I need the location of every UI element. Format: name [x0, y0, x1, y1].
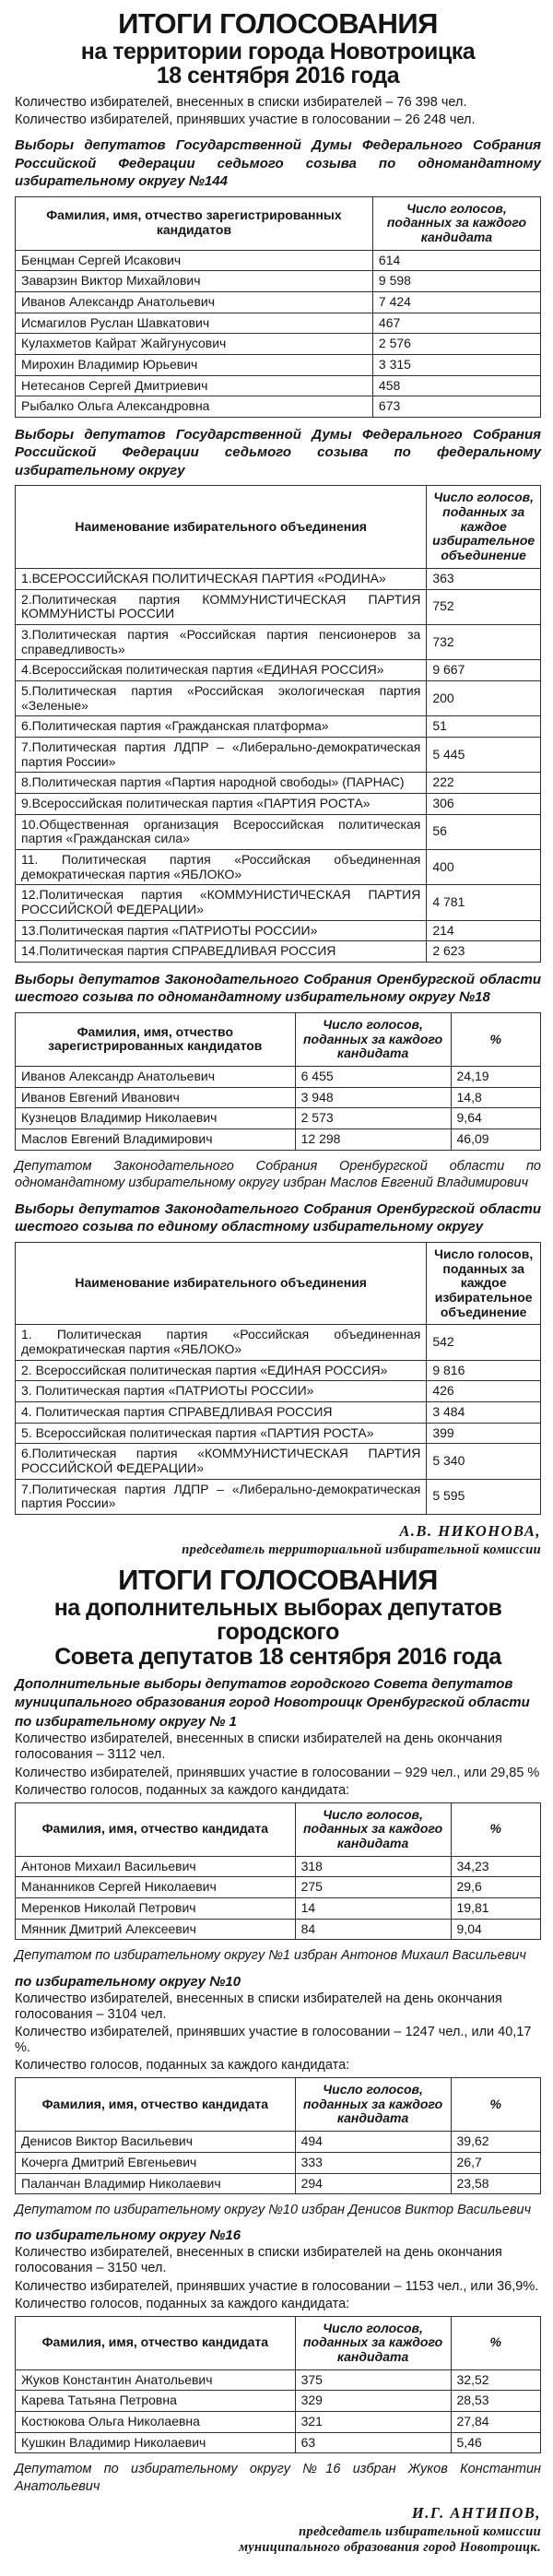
votes-value: 275 [295, 1877, 451, 1898]
table-row [16, 2412, 541, 2433]
candidate-name: Мананников Сергей Николаевич [16, 1877, 296, 1898]
votes-value: 5 340 [427, 1444, 541, 1479]
candidate-name: Маслов Евгений Владимирович [16, 1128, 296, 1150]
signature-role-line2: муниципального образования город Новотроицк. [239, 2539, 541, 2555]
party-name: 6.Политическая партия «Гражданская платформа» [16, 716, 427, 738]
header-row [16, 1242, 541, 1324]
column-header-percent: % [451, 1012, 540, 1066]
header-row [16, 1012, 541, 1066]
votes-value: 542 [427, 1325, 541, 1360]
votes-value: 9 598 [372, 271, 540, 292]
column-header-candidate: Фамилия, имя, отчество кандидата [16, 2316, 296, 2369]
percent-value: 23,58 [451, 2173, 540, 2194]
column-header-association: Наименование избирательного объединения [16, 486, 427, 568]
votes-value: 222 [427, 773, 541, 794]
votes-value: 214 [427, 920, 541, 941]
votes-value: 363 [427, 568, 541, 589]
candidate-name: Иванов Александр Анатольевич [16, 291, 373, 313]
table-row [16, 2391, 541, 2412]
votes-value: 3 315 [372, 354, 540, 375]
column-header-candidate: Фамилия, имя, отчество кандидата [16, 2078, 296, 2132]
candidate-name: Жуков Константин Анатольевич [16, 2369, 296, 2391]
votes-value: 329 [295, 2391, 451, 2412]
table-header [16, 2078, 541, 2132]
report2-title-line1: ИТОГИ ГОЛОСОВАНИЯ [118, 1563, 438, 1596]
header-row [16, 2316, 541, 2369]
party-name: 14.Политическая партия СПРАВЕДЛИВАЯ РОССИЯ [16, 941, 427, 963]
percent-value: 39,62 [451, 2132, 540, 2153]
district10-label: по избирательному округу №10 [15, 1973, 241, 1990]
table-header [16, 1242, 541, 1324]
table-header [16, 1012, 541, 1066]
table-row [16, 680, 541, 715]
votes-value: 9 667 [427, 660, 541, 681]
header-row [16, 486, 541, 568]
votes-value: 673 [372, 396, 540, 418]
table-district1 [15, 1802, 541, 1941]
column-header-votes: Число голосов, поданных за каждого кандидата [295, 1802, 451, 1856]
candidate-name: Мянник Дмитрий Алексеевич [16, 1919, 296, 1940]
votes-value: 752 [427, 589, 541, 624]
votes-value: 426 [427, 1381, 541, 1402]
district16-voters-participated: Количество избирателей, принявших участие в голосовании – 1153 чел., или 36,9%. [15, 2278, 539, 2294]
header-row [16, 1802, 541, 1856]
elected-note-district1: Депутатом по избирательному округу №1 избран Антонов Михаил Васильевич [15, 1948, 526, 1964]
votes-value: 9 816 [427, 1360, 541, 1381]
column-header-votes: Число голосов, поданных за каждое избирательное объединение [427, 486, 541, 568]
votes-value: 467 [372, 313, 540, 334]
district1-voters-registered: Количество избирателей, внесенных в списки избирателей на день окончания голосования – 3112 чел. [15, 1731, 502, 1763]
candidate-name: Антонов Михаил Васильевич [16, 1856, 296, 1877]
table-district10 [15, 2077, 541, 2194]
district16-voters-registered: Количество избирателей, внесенных в списки избирателей на день окончания голосования – 3150 чел. [15, 2245, 502, 2276]
percent-value: 24,19 [451, 1066, 540, 1087]
elected-note-zaksobranie: Депутатом Законодательного Собрания Оренбургской области по одномандатному избирательному округу избран Маслов Евгений Владимирович [15, 1158, 541, 1190]
district10-voters-participated: Количество избирателей, принявших участие в голосовании – 1247 чел., или 40,17 %. [15, 2024, 532, 2055]
column-header-candidate: Фамилия, имя, отчество кандидата [16, 1802, 296, 1856]
percent-value: 9,64 [451, 1108, 540, 1129]
percent-value: 46,09 [451, 1128, 540, 1150]
percent-value: 14,8 [451, 1087, 540, 1108]
column-header-votes: Число голосов, поданных за каждого кандидата [295, 2078, 451, 2132]
party-name: 3.Политическая партия «Российская партия пенсионеров за справедливость» [16, 624, 427, 659]
votes-value: 375 [295, 2369, 451, 2391]
table-row [16, 291, 541, 313]
votes-value: 2 573 [295, 1108, 451, 1129]
votes-value: 6 455 [295, 1066, 451, 1087]
report2-title [15, 1563, 541, 1670]
column-header-percent: % [451, 2078, 540, 2132]
percent-value: 9,04 [451, 1919, 540, 1940]
signature-name: А.В. НИКОНОВА, [399, 1521, 541, 1540]
percent-value: 34,23 [451, 1856, 540, 1877]
signature-role-line1: председатель избирательной комиссии [299, 2523, 541, 2539]
candidate-name: Денисов Виктор Васильевич [16, 2132, 296, 2153]
table-district16 [15, 2316, 541, 2454]
column-header-votes: Число голосов, поданных за каждое избирательное объединение [427, 1242, 541, 1324]
table-row [16, 793, 541, 814]
candidate-name: Нетесанов Сергей Дмитриевич [16, 375, 373, 396]
votes-value: 5 445 [427, 737, 541, 772]
table-header [16, 486, 541, 568]
table-row [16, 334, 541, 355]
candidate-name: Костюкова Ольга Николаевна [16, 2412, 296, 2433]
party-name: 6.Политическая партия «КОММУНИСТИЧЕСКАЯ ПАРТИЯ РОССИЙСКОЙ ФЕДЕРАЦИИ» [16, 1444, 427, 1479]
table-row [16, 1360, 541, 1381]
table-header [16, 1802, 541, 1856]
table-row [16, 1087, 541, 1108]
report1-title-line2: на территории города Новотроицка [80, 38, 476, 65]
signature-role: председатель территориальной избирательной комиссии [182, 1542, 541, 1557]
table-row [16, 2369, 541, 2391]
candidate-name: Заварзин Виктор Михайлович [16, 271, 373, 292]
party-name: 11. Политическая партия «Российская объединенная демократическая партия «ЯБЛОКО» [16, 849, 427, 884]
votes-value: 4 781 [427, 885, 541, 920]
column-header-percent: % [451, 2316, 540, 2369]
percent-value: 29,6 [451, 1877, 540, 1898]
party-name: 4.Всероссийская политическая партия «ЕДИНАЯ РОССИЯ» [16, 660, 427, 681]
table-row [16, 2173, 541, 2194]
percent-value: 27,84 [451, 2412, 540, 2433]
table-row [16, 250, 541, 271]
column-header-votes: Число голосов, поданных за каждого кандидата [372, 196, 540, 250]
column-header-candidate: Фамилия, имя, отчество зарегистрированных кандидатов [16, 196, 373, 250]
table-header [16, 196, 541, 250]
votes-value: 494 [295, 2132, 451, 2153]
candidate-name: Карева Татьяна Петровна [16, 2391, 296, 2412]
section-heading-duma-federal: Выборы депутатов Государственной Думы Федерального Собрания Российской Федерации седьмого созыва по федеральному избирательному округу [15, 426, 541, 479]
votes-value: 732 [427, 624, 541, 659]
party-name: 3. Политическая партия «ПАТРИОТЫ РОССИИ» [16, 1381, 427, 1402]
district10-votes-caption: Количество голосов, поданных за каждого кандидата: [15, 2058, 350, 2074]
percent-value: 26,7 [451, 2152, 540, 2173]
candidate-name: Кулахметов Кайрат Жайгунусович [16, 334, 373, 355]
table-row [16, 1423, 541, 1444]
percent-value: 32,52 [451, 2369, 540, 2391]
table-duma-district144 [15, 196, 541, 418]
table-row [16, 941, 541, 963]
votes-value: 399 [427, 1423, 541, 1444]
party-name: 1.ВСЕРОССИЙСКАЯ ПОЛИТИЧЕСКАЯ ПАРТИЯ «РОДИНА» [16, 568, 427, 589]
table-row [16, 589, 541, 624]
table-row [16, 1108, 541, 1129]
table-row [16, 1877, 541, 1898]
votes-value: 333 [295, 2152, 451, 2173]
column-header-votes: Число голосов, поданных за каждого кандидата [295, 2316, 451, 2369]
report2-title-line2: на дополнительных выборах депутатов городского [53, 1594, 502, 1646]
table-row [16, 1479, 541, 1514]
party-name: 5. Всероссийская политическая партия «ПАРТИЯ РОСТА» [16, 1423, 427, 1444]
section-heading-duma-district144: Выборы депутатов Государственной Думы Федерального Собрания Российской Федерации седьмого созыва по одномандатному избирательному округу №144 [15, 137, 541, 190]
table-row [16, 716, 541, 738]
votes-value: 306 [427, 793, 541, 814]
elected-note-district16: Депутатом по избирательному округу №16 избран Жуков Константин Анатольевич [15, 2462, 541, 2494]
candidate-name: Кочерга Дмитрий Евгеньевич [16, 2152, 296, 2173]
table-row [16, 1856, 541, 1877]
votes-value: 318 [295, 1856, 451, 1877]
percent-value: 19,81 [451, 1898, 540, 1920]
table-zaksobranie-oblast [15, 1242, 541, 1515]
district16-label: по избирательному округу №16 [15, 2227, 241, 2244]
district1-voters-participated: Количество избирателей, принявших участие в голосовании – 929 чел., или 29,85 % [15, 1765, 540, 1780]
signature-territorial-commission [15, 1522, 541, 1558]
column-header-percent: % [451, 1802, 540, 1856]
party-name: 7.Политическая партия ЛДПР – «Либерально-демократическая партия России» [16, 737, 427, 772]
votes-value: 5 595 [427, 1479, 541, 1514]
table-row [16, 885, 541, 920]
percent-value: 5,46 [451, 2432, 540, 2453]
candidate-name: Иванов Евгений Иванович [16, 1087, 296, 1108]
table-row [16, 1325, 541, 1360]
candidate-name: Исмагилов Руслан Шавкатович [16, 313, 373, 334]
votes-value: 63 [295, 2432, 451, 2453]
district1-votes-caption: Количество голосов, поданных за каждого кандидата: [15, 1782, 350, 1798]
table-row [16, 660, 541, 681]
votes-value: 12 298 [295, 1128, 451, 1150]
table-row [16, 1919, 541, 1940]
table-header [16, 2316, 541, 2369]
header-row [16, 2078, 541, 2132]
party-name: 10.Общественная организация Всероссийская политическая партия «Гражданская сила» [16, 814, 427, 849]
column-header-votes: Число голосов, поданных за каждого кандидата [295, 1012, 451, 1066]
votes-value: 458 [372, 375, 540, 396]
votes-value: 321 [295, 2412, 451, 2433]
table-row [16, 2132, 541, 2153]
votes-value: 2 623 [427, 941, 541, 963]
table-zaksobranie-district18 [15, 1012, 541, 1151]
table-row [16, 271, 541, 292]
party-name: 8.Политическая партия «Партия народной свободы» (ПАРНАС) [16, 773, 427, 794]
table-row [16, 396, 541, 418]
header-row [16, 196, 541, 250]
table-row [16, 354, 541, 375]
votes-value: 294 [295, 2173, 451, 2194]
candidate-name: Меренков Николай Петрович [16, 1898, 296, 1920]
votes-value: 84 [295, 1919, 451, 1940]
votes-value: 56 [427, 814, 541, 849]
section-heading-zaksobranie-district18: Выборы депутатов Законодательного Собрания Оренбургской области шестого созыва по одномандатному избирательному округу №18 [15, 971, 541, 1006]
table-row [16, 375, 541, 396]
table-row [16, 1898, 541, 1920]
table-row [16, 1066, 541, 1087]
table-row [16, 2432, 541, 2453]
votes-value: 3 948 [295, 1087, 451, 1108]
candidate-name: Мирохин Владимир Юрьевич [16, 354, 373, 375]
elected-note-district10: Депутатом по избирательному округу №10 избран Денисов Виктор Васильевич [15, 2203, 532, 2218]
report1-title [15, 9, 541, 89]
candidate-name: Иванов Александр Анатольевич [16, 1066, 296, 1087]
candidate-name: Кушкин Владимир Николаевич [16, 2432, 296, 2453]
table-row [16, 737, 541, 772]
candidate-name: Бенцман Сергей Исакович [16, 250, 373, 271]
table-row [16, 849, 541, 884]
party-name: 13.Политическая партия «ПАТРИОТЫ РОССИИ» [16, 920, 427, 941]
votes-value: 7 424 [372, 291, 540, 313]
signature-municipal-commission [15, 2504, 541, 2556]
column-header-candidate: Фамилия, имя, отчество зарегистрированных кандидатов [16, 1012, 296, 1066]
candidate-name: Паланчан Владимир Николаевич [16, 2173, 296, 2194]
party-name: 7.Политическая партия ЛДПР – «Либерально-демократическая партия России» [16, 1479, 427, 1514]
section-heading-zaksobranie-oblast: Выборы депутатов Законодательного Собрания Оренбургской области шестого созыва по единому областному избирательному округу [15, 1200, 541, 1235]
table-row [16, 1444, 541, 1479]
report2-title-line3: Совета депутатов 18 сентября 2016 года [54, 1643, 501, 1670]
votes-value: 400 [427, 849, 541, 884]
votes-value: 51 [427, 716, 541, 738]
voters-registered-total: Количество избирателей, внесенных в списки избирателей – 76 398 чел. [15, 94, 467, 110]
party-name: 2. Всероссийская политическая партия «ЕДИНАЯ РОССИЯ» [16, 1360, 427, 1381]
table-row [16, 773, 541, 794]
report1-title-line1: ИТОГИ ГОЛОСОВАНИЯ [118, 7, 438, 40]
report1-title-line3: 18 сентября 2016 года [156, 63, 400, 89]
table-duma-federal [15, 485, 541, 962]
votes-value: 614 [372, 250, 540, 271]
party-name: 12.Политическая партия «КОММУНИСТИЧЕСКАЯ ПАРТИЯ РОССИЙСКОЙ ФЕДЕРАЦИИ» [16, 885, 427, 920]
party-name: 2.Политическая партия КОММУНИСТИЧЕСКАЯ ПАРТИЯ КОММУНИСТЫ РОССИИ [16, 589, 427, 624]
party-name: 4. Политическая партия СПРАВЕДЛИВАЯ РОССИЯ [16, 1401, 427, 1423]
table-row [16, 1128, 541, 1150]
votes-value: 200 [427, 680, 541, 715]
column-header-association: Наименование избирательного объединения [16, 1242, 427, 1324]
signature-name: И.Г. АНТИПОВ, [411, 2503, 541, 2522]
table-row [16, 568, 541, 589]
table-row [16, 624, 541, 659]
district16-votes-caption: Количество голосов, поданных за каждого кандидата: [15, 2296, 350, 2311]
votes-value: 14 [295, 1898, 451, 1920]
table-row [16, 814, 541, 849]
voters-participated-total: Количество избирателей, принявших участие в голосовании – 26 248 чел. [15, 112, 476, 127]
table-row [16, 2152, 541, 2173]
party-name: 5.Политическая партия «Российская экологическая партия «Зеленые» [16, 680, 427, 715]
votes-value: 3 484 [427, 1401, 541, 1423]
party-name: 9.Всероссийская политическая партия «ПАРТИЯ РОСТА» [16, 793, 427, 814]
table-row [16, 1401, 541, 1423]
table-row [16, 313, 541, 334]
votes-value: 2 576 [372, 334, 540, 355]
percent-value: 28,53 [451, 2391, 540, 2412]
byelection-intro: Дополнительные выборы депутатов городского Совета депутатов муниципального образования город Новотроицк Оренбургской области [15, 1676, 530, 1710]
candidate-name: Кузнецов Владимир Николаевич [16, 1108, 296, 1129]
table-row [16, 1381, 541, 1402]
district1-label: по избирательному округу № 1 [15, 1714, 237, 1731]
district10-voters-registered: Количество избирателей, внесенных в списки избирателей на день окончания голосования – 3104 чел. [15, 1991, 502, 2022]
candidate-name: Рыбалко Ольга Александровна [16, 396, 373, 418]
table-row [16, 920, 541, 941]
party-name: 1. Политическая партия «Российская объединенная демократическая партия «ЯБЛОКО» [16, 1325, 427, 1360]
